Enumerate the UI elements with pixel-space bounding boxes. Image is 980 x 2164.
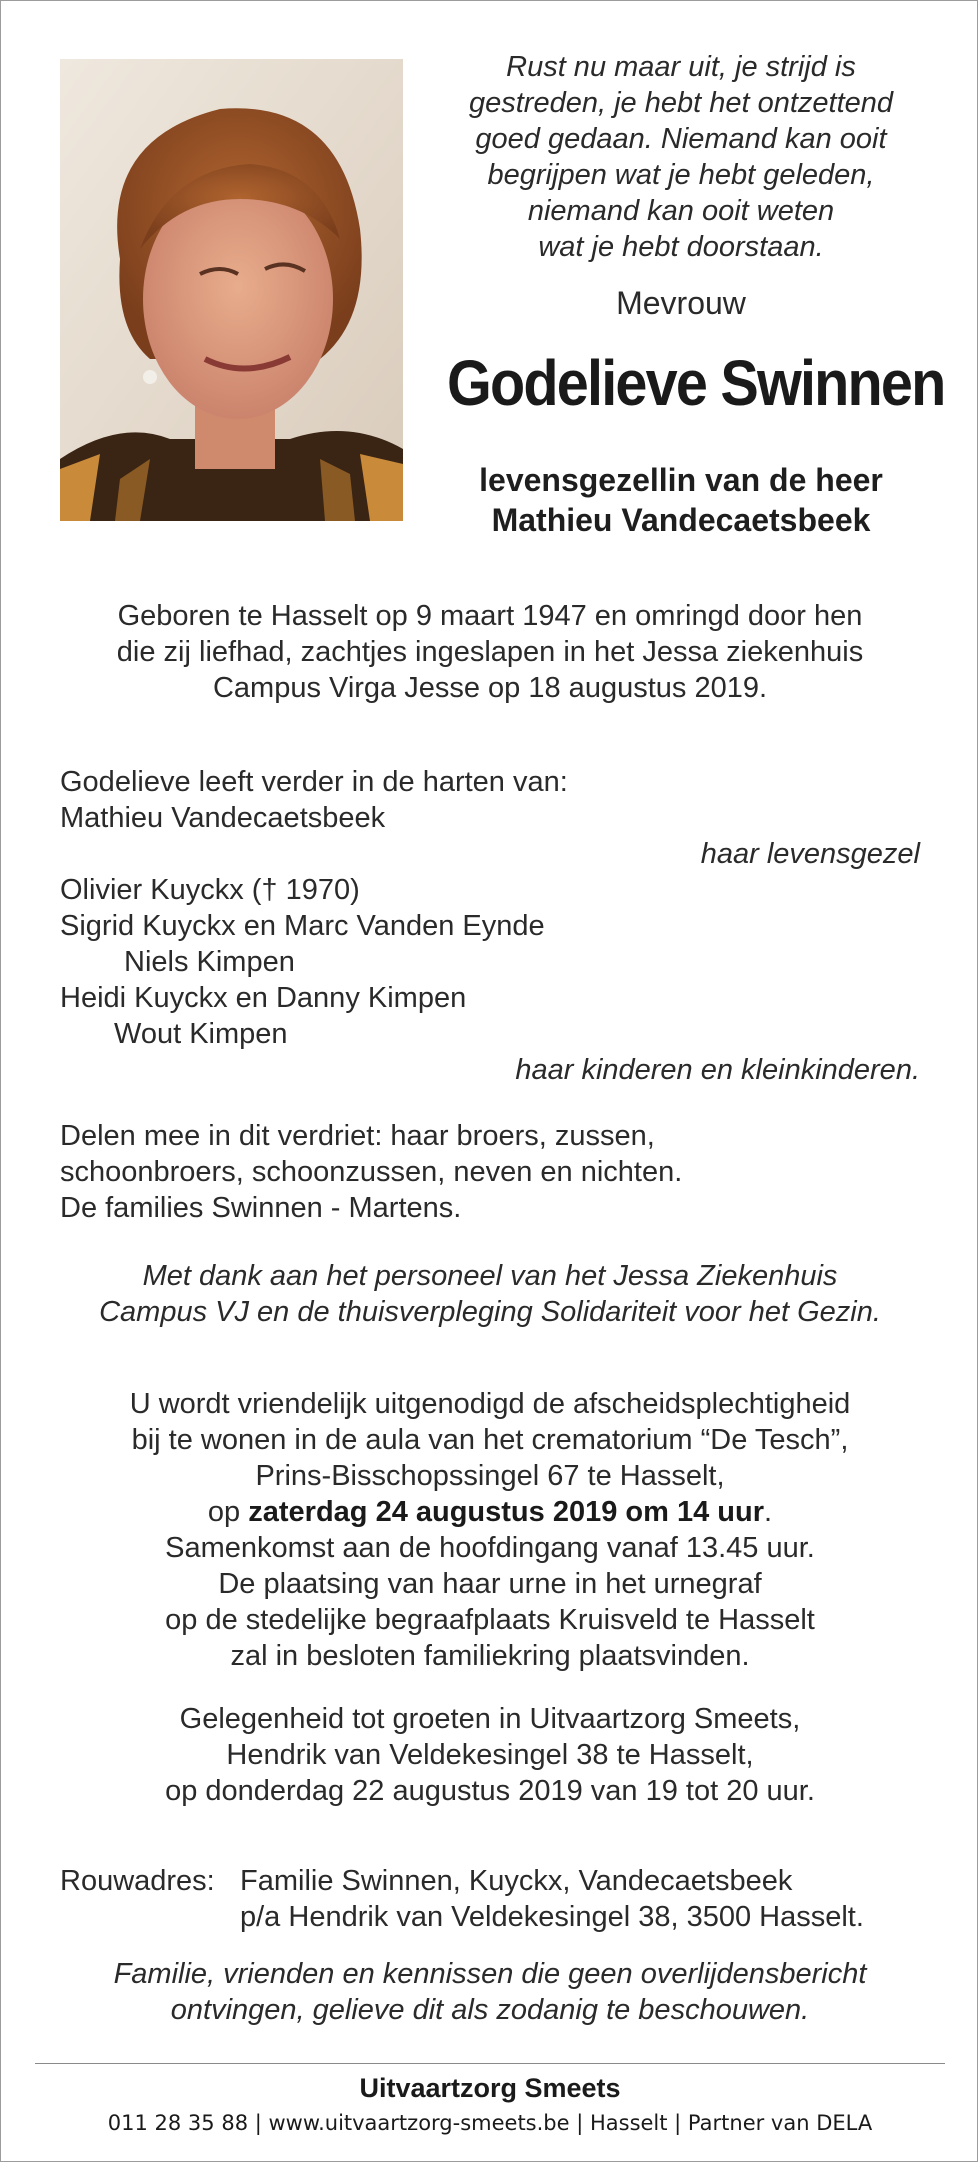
birth-paragraph bbox=[1, 598, 979, 706]
portrait-photo bbox=[60, 59, 403, 521]
poem-line: niemand kan ooit weten bbox=[527, 195, 835, 227]
family-partner: Mathieu Vandecaetsbeek bbox=[60, 802, 386, 834]
spouse-line: Mathieu Vandecaetsbeek bbox=[491, 502, 871, 538]
notice-line: Familie, vrienden en kennissen die geen overlijdensbericht bbox=[113, 1958, 867, 1990]
deceased-name: Godelieve Swinnen bbox=[447, 347, 945, 419]
family-section bbox=[60, 764, 920, 1088]
rouwadres-section bbox=[60, 1863, 920, 1935]
ceremony-line: bij te wonen in de aula van het crematorium “De Tesch”, bbox=[131, 1424, 849, 1456]
family-member: Heidi Kuyckx en Danny Kimpen bbox=[60, 982, 467, 1014]
children-role: haar kinderen en kleinkinderen. bbox=[515, 1054, 920, 1086]
portrait-image bbox=[60, 59, 403, 521]
partner-role: haar levensgezel bbox=[700, 838, 920, 870]
birth-line: Geboren te Hasselt op 9 maart 1947 en omringd door hen bbox=[117, 600, 863, 632]
rouwadres-line2: p/a Hendrik van Veldekesingel 38, 3500 Hasselt. bbox=[240, 1901, 864, 1933]
ceremony-date-line bbox=[1, 1494, 979, 1530]
greeting-line: op donderdag 22 augustus 2019 van 19 tot 20 uur. bbox=[165, 1775, 815, 1807]
ceremony-date: zaterdag 24 augustus 2019 om 14 uur bbox=[248, 1496, 764, 1528]
thanks-line: Campus VJ en de thuisverpleging Solidariteit voor het Gezin. bbox=[99, 1296, 881, 1328]
share-paragraph bbox=[60, 1118, 920, 1226]
date-prefix: op bbox=[207, 1496, 249, 1528]
greeting-line: Gelegenheid tot groeten in Uitvaartzorg Smeets, bbox=[179, 1703, 801, 1735]
poem bbox=[421, 49, 941, 265]
share-line: Delen mee in dit verdriet: haar broers, zussen, bbox=[60, 1120, 655, 1152]
family-member: Niels Kimpen bbox=[124, 946, 295, 978]
family-member: Sigrid Kuyckx en Marc Vanden Eynde bbox=[60, 910, 545, 942]
ceremony-line: U wordt vriendelijk uitgenodigd de afscheidsplechtigheid bbox=[129, 1388, 851, 1420]
ceremony-line: De plaatsing van haar urne in het urnegraf bbox=[218, 1568, 762, 1600]
greeting-line: Hendrik van Veldekesingel 38 te Hasselt, bbox=[226, 1739, 754, 1771]
birth-line: die zij liefhad, zachtjes ingeslapen in het Jessa ziekenhuis bbox=[116, 636, 864, 668]
spouse-info bbox=[421, 460, 941, 540]
spouse-line: levensgezellin van de heer bbox=[479, 462, 883, 498]
share-line: schoonbroers, schoonzussen, neven en nichten. bbox=[60, 1156, 683, 1188]
family-member: Wout Kimpen bbox=[114, 1018, 288, 1050]
ceremony-line: Samenkomst aan de hoofdingang vanaf 13.45 uur. bbox=[165, 1532, 815, 1564]
thanks-paragraph bbox=[1, 1258, 979, 1330]
share-line: De families Swinnen - Martens. bbox=[60, 1192, 462, 1224]
ceremony-line: zal in besloten familiekring plaatsvinden. bbox=[230, 1640, 750, 1672]
rouwadres-label: Rouwadres: bbox=[60, 1865, 215, 1897]
rouwadres-line1: Familie Swinnen, Kuyckx, Vandecaetsbeek bbox=[240, 1865, 793, 1897]
family-member: Olivier Kuyckx († 1970) bbox=[60, 874, 360, 906]
footer-divider bbox=[35, 2063, 945, 2064]
birth-line: Campus Virga Jesse op 18 augustus 2019. bbox=[212, 672, 768, 704]
date-suffix: . bbox=[764, 1496, 773, 1528]
poem-line: goed gedaan. Niemand kan ooit bbox=[475, 123, 887, 155]
ceremony-line: Prins-Bisschopssingel 67 te Hasselt, bbox=[255, 1460, 725, 1492]
rouwadres-line bbox=[60, 1863, 920, 1899]
greeting-paragraph bbox=[1, 1701, 979, 1809]
notice-paragraph bbox=[1, 1956, 979, 2028]
footer-contact: 011 28 35 88 | www.uitvaartzorg-smeets.be | Hasselt | Partner van DELA bbox=[107, 2111, 873, 2135]
poem-line: wat je hebt doorstaan. bbox=[538, 231, 824, 263]
poem-line: gestreden, je hebt het ontzettend bbox=[468, 87, 894, 119]
header-text bbox=[421, 49, 945, 540]
thanks-line: Met dank aan het personeel van het Jessa Ziekenhuis bbox=[142, 1260, 838, 1292]
notice-line: ontvingen, gelieve dit als zodanig te beschouwen. bbox=[170, 1994, 810, 2026]
ceremony-paragraph bbox=[1, 1386, 979, 1674]
footer-title: Uitvaartzorg Smeets bbox=[359, 2073, 621, 2103]
ceremony-line: op de stedelijke begraafplaats Kruisveld te Hasselt bbox=[165, 1604, 815, 1636]
family-intro: Godelieve leeft verder in de harten van: bbox=[60, 766, 568, 798]
honorific: Mevrouw bbox=[616, 285, 746, 321]
poem-line: Rust nu maar uit, je strijd is bbox=[506, 51, 856, 83]
poem-line: begrijpen wat je hebt geleden, bbox=[487, 159, 875, 191]
